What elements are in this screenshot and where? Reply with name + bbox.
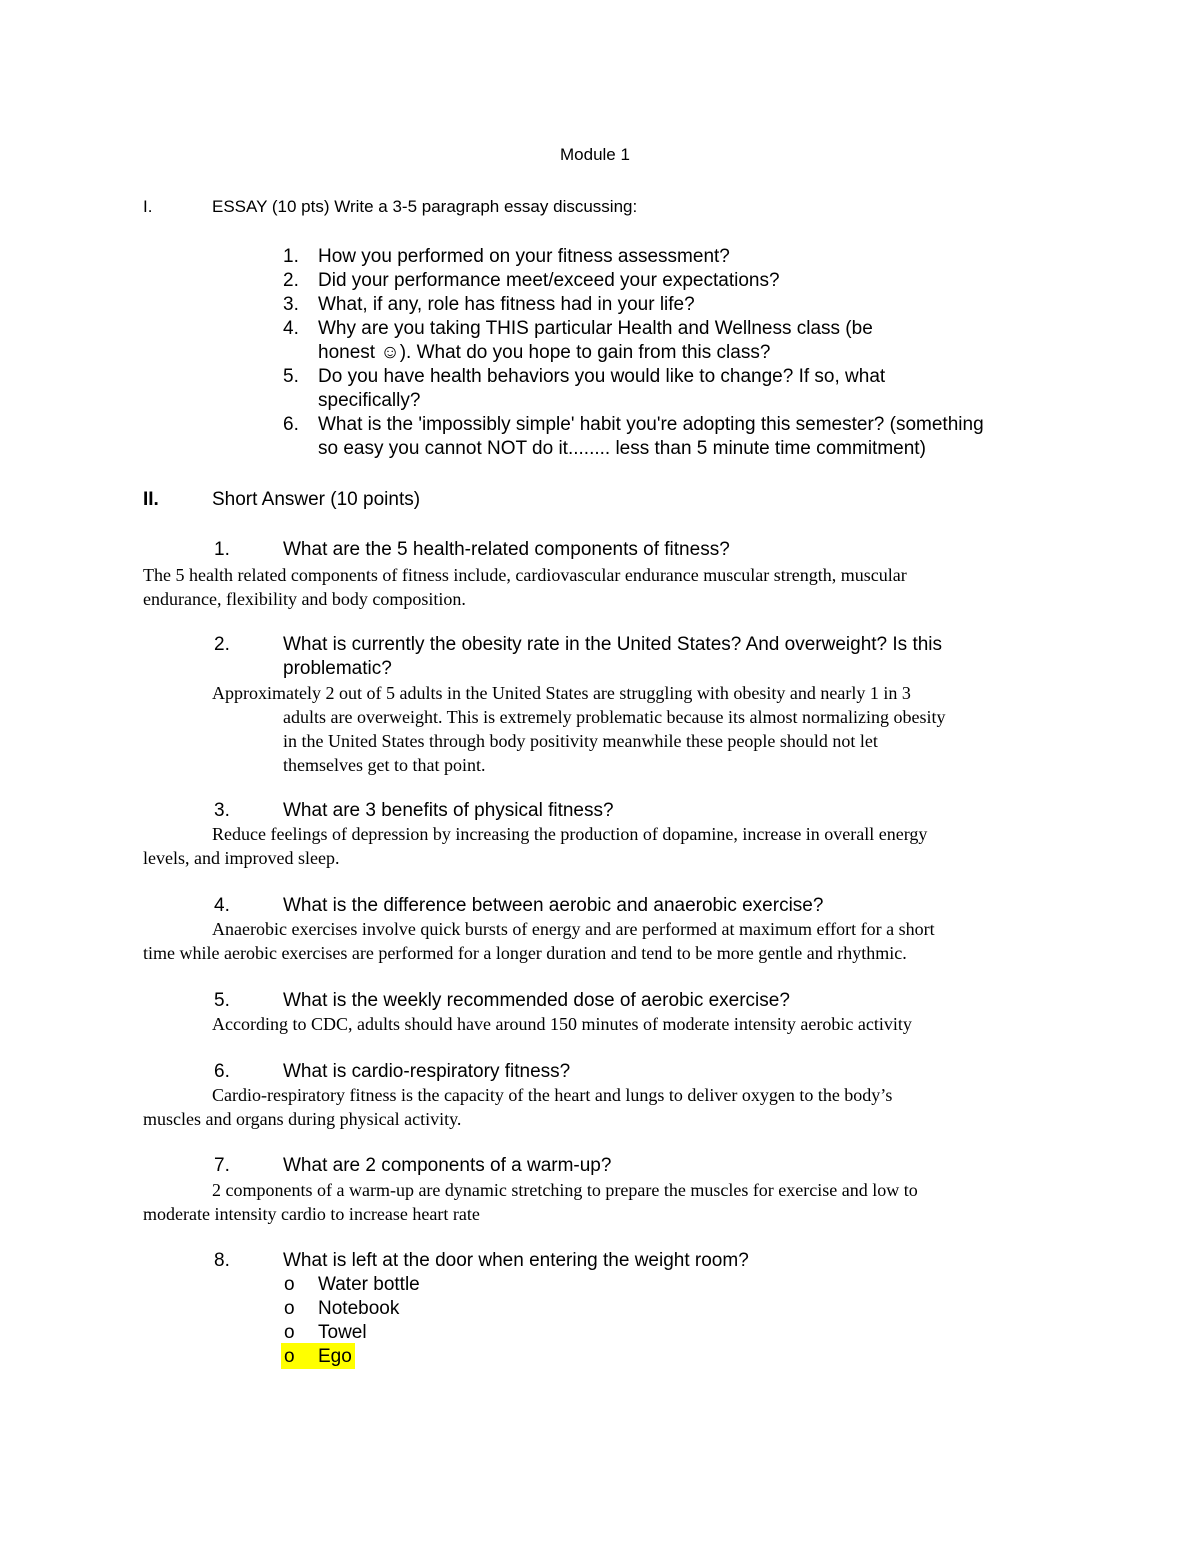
section-2-heading: Short Answer (10 points) <box>212 489 421 510</box>
short-answer-question: What is cardio-respiratory fitness? <box>283 1061 571 1082</box>
short-answer-number: 6. <box>214 1061 230 1082</box>
essay-question-text: What is the 'impossibly simple' habit you're adopting this semester? (something <box>318 414 984 435</box>
short-answer-number: 7. <box>214 1155 230 1176</box>
option-bullet: o <box>284 1298 295 1319</box>
short-answer-number: 3. <box>214 800 230 821</box>
short-answer-answer: themselves get to that point. <box>283 755 486 775</box>
essay-question-text: specifically? <box>318 390 421 411</box>
short-answer-answer: The 5 health related components of fitness include, cardiovascular endurance muscular strength, muscular <box>143 565 907 585</box>
short-answer-number: 8. <box>214 1250 230 1271</box>
essay-question-number: 5. <box>283 366 299 387</box>
option-text: Notebook <box>318 1298 400 1319</box>
short-answer-number: 4. <box>214 895 230 916</box>
section-2-numeral: II. <box>143 489 159 510</box>
essay-question-number: 3. <box>283 294 299 315</box>
option-text: Water bottle <box>318 1274 420 1295</box>
option-bullet: o <box>284 1346 295 1367</box>
essay-question-text: Do you have health behaviors you would like to change? If so, what <box>318 366 886 387</box>
short-answer-answer: levels, and improved sleep. <box>143 848 340 868</box>
essay-question-text: so easy you cannot NOT do it........ less than 5 minute time commitment) <box>318 438 926 459</box>
section-1-numeral: I. <box>143 197 153 216</box>
essay-question-number: 4. <box>283 318 299 339</box>
option-bullet: o <box>284 1322 295 1343</box>
essay-question-text: Did your performance meet/exceed your expectations? <box>318 270 780 291</box>
short-answer-answer: endurance, flexibility and body composition. <box>143 589 466 609</box>
option-text: Towel <box>318 1322 367 1343</box>
short-answer-number: 5. <box>214 990 230 1011</box>
short-answer-question: What are 2 components of a warm-up? <box>283 1155 612 1176</box>
short-answer-question: What is the weekly recommended dose of aerobic exercise? <box>283 990 790 1011</box>
short-answer-answer: Approximately 2 out of 5 adults in the United States are struggling with obesity and nearly 1 in 3 <box>212 683 911 703</box>
short-answer-answer: Cardio-respiratory fitness is the capacity of the heart and lungs to deliver oxygen to the body’s <box>212 1085 893 1105</box>
page-title: Module 1 <box>560 145 630 164</box>
short-answer-answer: moderate intensity cardio to increase heart rate <box>143 1204 480 1224</box>
essay-question-number: 2. <box>283 270 299 291</box>
essay-question-number: 6. <box>283 414 299 435</box>
short-answer-answer: 2 components of a warm-up are dynamic stretching to prepare the muscles for exercise and low to <box>212 1180 918 1200</box>
short-answer-answer: time while aerobic exercises are performed for a longer duration and tend to be more gentle and rhythmic. <box>143 943 907 963</box>
short-answer-question: What are 3 benefits of physical fitness? <box>283 800 614 821</box>
short-answer-number: 1. <box>214 539 230 560</box>
short-answer-question: What is currently the obesity rate in the United States? And overweight? Is this <box>283 634 943 655</box>
short-answer-answer: Reduce feelings of depression by increasing the production of dopamine, increase in overall energy <box>212 824 928 844</box>
section-1-heading: ESSAY (10 pts) Write a 3-5 paragraph essay discussing: <box>212 197 638 216</box>
short-answer-question: What is left at the door when entering the weight room? <box>283 1250 749 1271</box>
essay-question-text: Why are you taking THIS particular Health and Wellness class (be <box>318 318 873 339</box>
short-answer-answer: According to CDC, adults should have around 150 minutes of moderate intensity aerobic activity <box>212 1014 912 1034</box>
essay-question-number: 1. <box>283 246 299 267</box>
short-answer-answer: adults are overweight. This is extremely problematic because its almost normalizing obesity <box>283 707 946 727</box>
essay-question-text: How you performed on your fitness assessment? <box>318 246 730 267</box>
essay-question-text: What, if any, role has fitness had in your life? <box>318 294 695 315</box>
short-answer-answer: muscles and organs during physical activity. <box>143 1109 462 1129</box>
short-answer-answer: Anaerobic exercises involve quick bursts of energy and are performed at maximum effort for a short <box>212 919 935 939</box>
short-answer-question: What are the 5 health-related components of fitness? <box>283 539 730 560</box>
short-answer-answer: in the United States through body positivity meanwhile these people should not let <box>283 731 878 751</box>
short-answer-question: What is the difference between aerobic and anaerobic exercise? <box>283 895 824 916</box>
short-answer-question: problematic? <box>283 658 392 679</box>
option-text-highlighted: Ego <box>318 1346 352 1367</box>
short-answer-number: 2. <box>214 634 230 655</box>
essay-question-text: honest ☺). What do you hope to gain from this class? <box>318 342 771 363</box>
option-bullet: o <box>284 1274 295 1295</box>
